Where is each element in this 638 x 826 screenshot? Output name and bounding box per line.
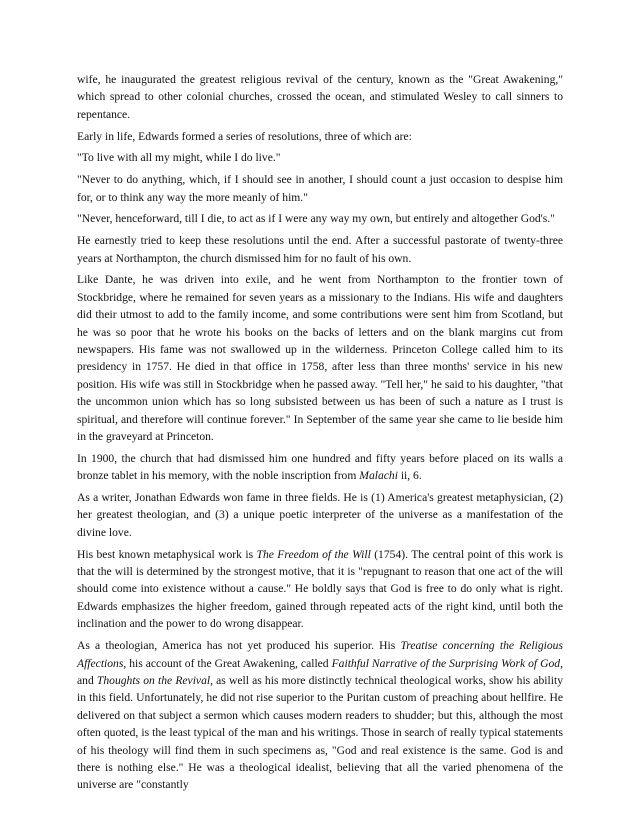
text-run: , his account of the Great Awakening, called: [123, 656, 332, 670]
paragraph: [77, 271, 563, 445]
paragraph: [77, 232, 563, 267]
paragraph: [77, 450, 563, 485]
paragraph: [77, 489, 563, 541]
paragraph: [77, 546, 563, 633]
text-run: wife, he inaugurated the greatest religious revival of the century, known as the "Great Awakening," which spread to other colonial churches, crossed the ocean, and stimulated Wesley to call sinners to repentance.: [77, 73, 563, 121]
text-run: He earnestly tried to keep these resolutions until the end. After a successful pastorate of twenty-three years at Northampton, the church dismissed him for no fault of his own.: [77, 234, 563, 265]
text-run: In 1900, the church that had dismissed him one hundred and fifty years before placed on its walls a bronze tablet in his memory, with the noble inscription from: [77, 451, 563, 483]
text-run: "Never, henceforward, till I die, to act as if I were any way my own, but entirely and altogether God's.": [77, 212, 555, 226]
paragraph: [77, 128, 563, 145]
text-run: "Never to do anything, which, if I should see in another, I should count a just occasion to despise him for, or to think any way the more meanly of him.": [77, 173, 563, 204]
paragraph: [77, 71, 563, 123]
text-run: Early in life, Edwards formed a series of resolutions, three of which are:: [77, 129, 412, 143]
document-page: [77, 71, 563, 798]
paragraph: [77, 171, 563, 206]
paragraph: [77, 149, 563, 166]
text-run: , as well as his more distinctly technical theological works, show his ability in this field. Unfortunately, he did not rise superior to the Puritan custom of preaching about hellfire. He delivered on that subject a sermon which causes modern readers to shudder; but this, although the most often quoted, is the least typical of the man and his writings. Those in search of really typical statements of his theology will find them in such specimens as, "God and real existence is the same. God is and there is nothing else." He was a theological idealist, believing that all the varied phenomena of the universe are "constantly: [77, 673, 563, 792]
text-run: As a theologian, America has not yet produced his superior. His: [77, 639, 401, 653]
italic-title: Thoughts on the Revival: [96, 673, 211, 687]
text-run: Like Dante, he was driven into exile, and he went from Northampton to the frontier town of Stockbridge, where he remained for seven years as a missionary to the Indians. His wife and daughters did their utmost to add to the family income, and some contributions were sent him from Scotland, but he was so poor that he wrote his books on the backs of letters and on the blank margins cut from newspapers. His fame was not swallowed up in the wilderness. Princeton College called him to its presidency in 1757. He died in that office in 1758, after less than three months' service in his new position. His wife was still in Stockbridge when he passed away. "Tell her," he said to his daughter, "that the uncommon union which has so long subsisted between us has been of such a nature as I trust is spiritual, and therefore will continue forever." In September of the same year she came to lie beside him in the graveyard at Princeton.: [77, 273, 563, 444]
text-run: "To live with all my might, while I do live.": [77, 151, 281, 165]
italic-title: Treatise concerning the Religious Affections: [77, 639, 563, 670]
italic-title: The Freedom of the Will: [256, 547, 371, 561]
text-run: ii, 6.: [397, 469, 422, 483]
paragraph: [77, 637, 563, 794]
italic-title: Malachi: [359, 469, 398, 483]
italic-title: Faithful Narrative of the Surprising Work of God: [331, 656, 561, 670]
text-run: (1754). The central point of this work is that the will is determined by the strongest motive, that it is "repugnant to reason that one act of the will should come into existence without a cause." He boldly says that God is free to do only what is right. Edwards emphasizes the higher freedom, gained through repeated acts of the right kind, until both the inclination and the power to do wrong disappear.: [77, 547, 563, 631]
text-run: As a writer, Jonathan Edwards won fame in three fields. He is (1) America's greatest metaphysician, (2) her greatest theologian, and (3) a unique poetic interpreter of the universe as a manifestation of the divine love.: [77, 491, 563, 539]
paragraph: [77, 210, 563, 227]
text-run: , and: [77, 656, 563, 687]
text-run: His best known metaphysical work is: [77, 547, 257, 561]
